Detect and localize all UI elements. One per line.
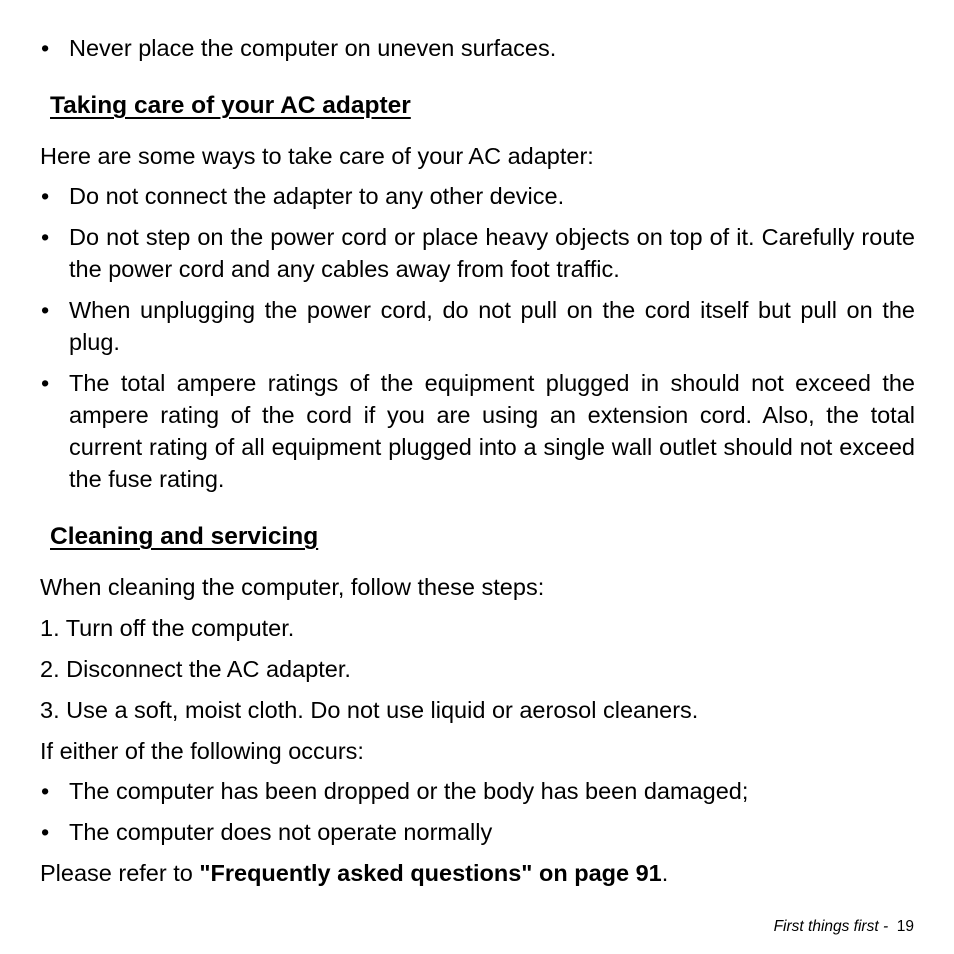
refer-prefix: Please refer to	[40, 860, 200, 886]
list-item-text: Never place the computer on uneven surfaces.	[69, 35, 557, 61]
list-item-text: The computer has been dropped or the body has been damaged;	[69, 778, 749, 804]
list-item-adapter-3	[40, 294, 915, 358]
bullet-marker: •	[41, 224, 50, 250]
list-item-condition-1	[40, 775, 915, 807]
section-heading-ac-adapter: Taking care of your AC adapter	[50, 92, 411, 119]
page-footer	[774, 916, 914, 938]
bullet-marker: •	[41, 183, 50, 209]
bullet-marker: •	[41, 819, 50, 845]
step-2: 2. Disconnect the AC adapter.	[40, 656, 351, 682]
section-intro-ac-adapter: Here are some ways to take care of your AC adapter:	[40, 143, 594, 169]
bullet-marker: •	[41, 778, 50, 804]
step-3: 3. Use a soft, moist cloth. Do not use liquid or aerosol cleaners.	[40, 697, 699, 723]
list-item-adapter-1	[40, 180, 915, 212]
refer-paragraph	[40, 857, 915, 889]
list-item-uneven-surfaces	[40, 32, 915, 64]
bullet-marker: •	[41, 370, 50, 396]
refer-suffix: .	[661, 860, 669, 886]
faq-page-link[interactable]: "Frequently asked questions" on page 91	[199, 860, 662, 886]
section-heading-cleaning: Cleaning and servicing	[50, 523, 319, 550]
section-intro-cleaning: When cleaning the computer, follow these steps:	[40, 574, 545, 600]
list-item-adapter-4	[40, 367, 915, 495]
list-item-text: The total ampere ratings of the equipment plugged in should not exceed the ampere rating of the cord if you are using an extension cord. Also, the total current rating of all equipment plugged into a single wall outlet should not exceed the fuse rating.	[69, 370, 915, 492]
bullet-marker: •	[41, 35, 50, 61]
list-item-condition-2	[40, 816, 915, 848]
step-1: 1. Turn off the computer.	[40, 615, 295, 641]
footer-section-title: First things first -	[773, 918, 893, 935]
list-item-text: Do not step on the power cord or place heavy objects on top of it. Carefully route the power cord and any cables away from foot traffic.	[69, 224, 915, 282]
list-item-text: Do not connect the adapter to any other device.	[69, 183, 565, 209]
condition-intro: If either of the following occurs:	[40, 738, 364, 764]
list-item-text: The computer does not operate normally	[69, 819, 493, 845]
list-item-text: When unplugging the power cord, do not pull on the cord itself but pull on the plug.	[69, 297, 915, 355]
list-item-adapter-2	[40, 221, 915, 285]
bullet-marker: •	[41, 297, 50, 323]
page-number: 19	[892, 918, 914, 935]
